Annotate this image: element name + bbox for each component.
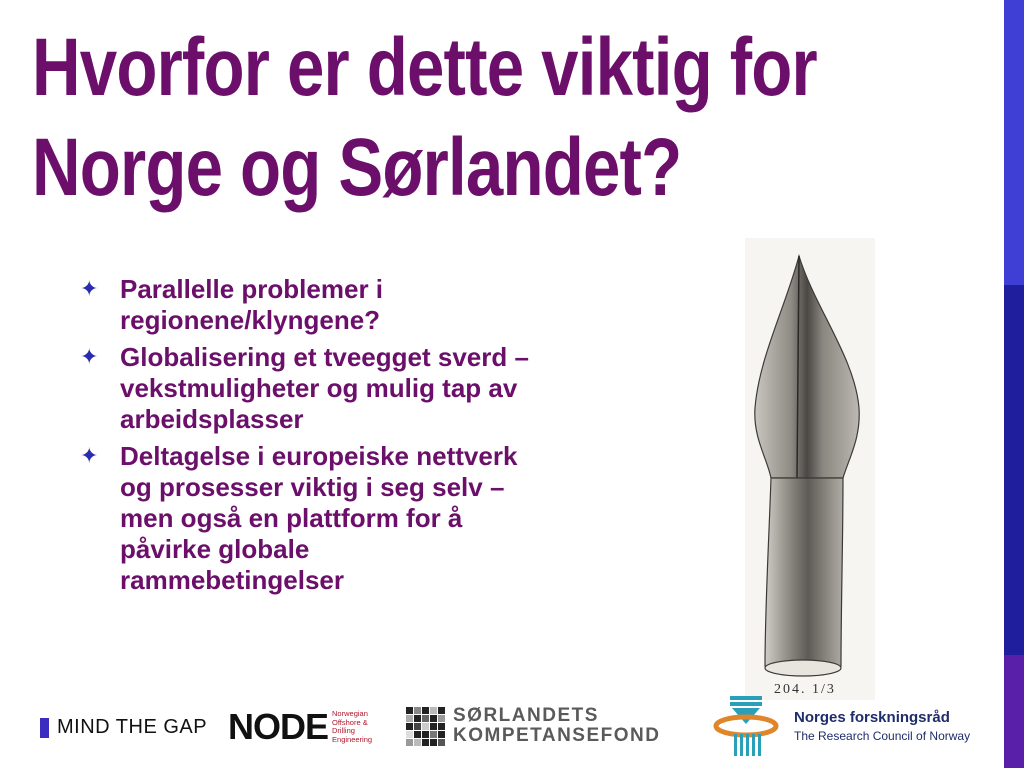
spearhead-illustration	[745, 238, 875, 700]
bullet-item	[80, 274, 640, 336]
pixel-grid-icon	[406, 707, 445, 746]
node-wordmark: NODE	[228, 706, 329, 747]
image-caption: 204. 1/3	[774, 682, 836, 697]
research-council-line-2: The Research Council of Norway	[794, 729, 971, 743]
mind-the-gap-mark	[40, 718, 49, 738]
four-point-star-icon: ✦	[80, 277, 99, 302]
research-council-text	[794, 708, 970, 744]
slide-title	[32, 18, 817, 218]
node-subtitle-line: Engineering	[332, 734, 373, 744]
title-line-1: Hvorfor er dette viktig for	[32, 22, 817, 113]
four-point-star-icon: ✦	[80, 444, 99, 469]
bullet-list	[80, 274, 640, 602]
bullet-text	[120, 342, 640, 435]
logo-strip	[0, 690, 1000, 768]
bullet-item	[80, 342, 640, 435]
right-edge-stripe	[1004, 0, 1024, 768]
bullet-line: arbeidsplasser	[120, 404, 304, 434]
sorlandets-line-1: SØRLANDETS	[453, 705, 599, 726]
bullet-text	[120, 441, 640, 596]
bullet-line: Parallelle problemer i	[120, 274, 384, 304]
bullet-line: og prosesser viktig i seg selv –	[120, 472, 505, 502]
bullet-line: påvirke globale	[120, 534, 310, 564]
research-council-logo	[712, 694, 970, 758]
bullet-line: vekstmuligheter og mulig tap av	[120, 373, 518, 403]
sorlandets-kompetansefond-logo	[406, 706, 660, 746]
bullet-line: rammebetingelser	[120, 565, 344, 595]
research-council-emblem-icon	[712, 694, 788, 758]
node-subtitle-line: Norwegian	[332, 709, 368, 718]
stripe-segment-middle	[1004, 285, 1024, 655]
sorlandets-line-2: KOMPETANSEFOND	[453, 725, 661, 746]
mind-the-gap-text: MIND THE GAP	[57, 716, 208, 738]
bullet-line: men også en plattform for å	[120, 503, 463, 533]
node-subtitle	[332, 710, 388, 744]
spearhead-drawing	[745, 238, 875, 700]
sorlandets-text	[453, 706, 660, 746]
node-subtitle-line: Offshore &	[332, 717, 368, 727]
bullet-line: regionene/klyngene?	[120, 305, 381, 335]
mind-the-gap-logo	[40, 716, 207, 739]
stripe-segment-top	[1004, 0, 1024, 285]
bullet-line: Globalisering et tveegget sverd –	[120, 342, 529, 372]
research-council-line-1: Norges forskningsråd	[794, 709, 950, 726]
stripe-segment-bottom	[1004, 655, 1024, 768]
node-subtitle-line: Drilling	[332, 726, 355, 735]
bullet-item	[80, 441, 640, 596]
four-point-star-icon: ✦	[80, 345, 99, 370]
bullet-text	[120, 274, 640, 336]
title-line-2: Norge og Sørlandet?	[32, 122, 682, 213]
node-logo	[228, 706, 388, 748]
bullet-line: Deltagelse i europeiske nettverk	[120, 441, 518, 471]
